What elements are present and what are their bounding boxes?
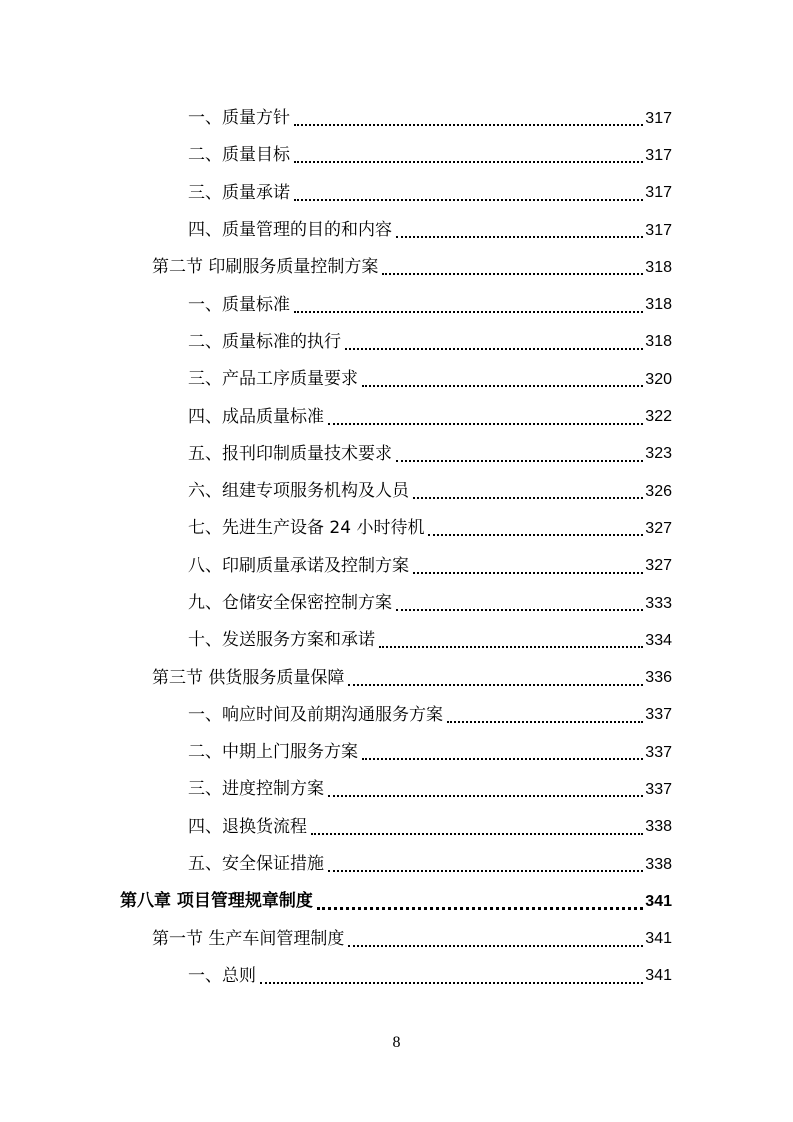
toc-entry[interactable] [0, 548, 672, 585]
toc-entry-title: 三、质量承诺 [188, 182, 290, 203]
toc-leader-dots [362, 757, 643, 760]
toc-entry-page: 341 [645, 967, 672, 985]
toc-entry[interactable] [0, 286, 672, 323]
toc-entry-title: 二、质量目标 [188, 145, 290, 166]
toc-section-entry[interactable] [0, 659, 672, 696]
toc-entry[interactable] [0, 361, 672, 398]
toc-entry-page: 322 [645, 408, 672, 426]
toc-entry-page: 337 [645, 780, 672, 798]
toc-entry-page: 320 [645, 370, 672, 388]
toc-entry-title: 七、先进生产设备 24 小时待机 [188, 518, 425, 539]
toc-entry-page: 317 [645, 184, 672, 202]
toc-entry[interactable] [0, 734, 672, 771]
toc-entry-page: 326 [645, 482, 672, 500]
toc-leader-dots [345, 347, 643, 350]
toc-leader-dots [348, 944, 643, 947]
toc-entry[interactable] [0, 697, 672, 734]
toc-entry-page: 337 [645, 743, 672, 761]
toc-leader-dots [328, 794, 643, 797]
toc-entry[interactable] [0, 809, 672, 846]
toc-entry-title: 四、成品质量标准 [188, 406, 324, 427]
toc-entry-page: 334 [645, 631, 672, 649]
toc-leader-dots [396, 235, 643, 238]
toc-entry-title: 四、退换货流程 [188, 816, 307, 837]
toc-entry-title: 第八章 项目管理规章制度 [120, 891, 313, 912]
toc-entry-title: 六、组建专项服务机构及人员 [188, 481, 409, 502]
toc-entry-title: 四、质量管理的目的和内容 [188, 220, 392, 241]
toc-entry[interactable] [0, 436, 672, 473]
toc-chapter-entry[interactable] [0, 883, 672, 920]
toc-entry-title: 九、仓储安全保密控制方案 [188, 593, 392, 613]
toc-entry[interactable] [0, 398, 672, 435]
toc-leader-dots [428, 533, 643, 536]
toc-entry-title: 一、质量方针 [188, 108, 290, 129]
toc-leader-dots [362, 384, 643, 387]
toc-entry-title: 二、中期上门服务方案 [188, 742, 358, 763]
toc-entry[interactable] [0, 324, 672, 361]
toc-entry-title: 五、安全保证措施 [188, 854, 324, 875]
toc-entry-title: 十、发送服务方案和承诺 [188, 630, 375, 651]
toc-entry-title: 二、质量标准的执行 [188, 331, 341, 352]
toc-leader-dots [348, 683, 643, 686]
toc-entry-page: 323 [645, 445, 672, 463]
toc-leader-dots [294, 160, 643, 163]
toc-entry[interactable] [0, 137, 672, 174]
toc-entry-page: 317 [645, 109, 672, 127]
toc-entry[interactable] [0, 473, 672, 510]
toc-leader-dots [294, 310, 643, 313]
toc-entry-title: 第三节 供货服务质量保障 [152, 667, 345, 688]
toc-entry-title: 一、总则 [188, 965, 256, 986]
toc-entry-page: 318 [645, 258, 672, 276]
toc-leader-dots [396, 459, 643, 462]
toc-entry-title: 一、响应时间及前期沟通服务方案 [188, 704, 443, 725]
toc-entry-title: 一、质量标准 [188, 294, 290, 315]
toc-entry[interactable] [0, 846, 672, 883]
toc-entry[interactable] [0, 510, 672, 547]
toc-entry[interactable] [0, 771, 672, 808]
toc-leader-dots [294, 198, 643, 201]
toc-entry-page: 317 [645, 221, 672, 239]
toc-leader-dots [328, 869, 643, 872]
toc-leader-dots [311, 832, 643, 835]
toc-leader-dots [260, 981, 643, 984]
toc-entry-page: 327 [645, 557, 672, 575]
toc-leader-dots [396, 608, 643, 611]
toc-leader-dots [447, 720, 643, 723]
toc-entry-page: 341 [645, 892, 672, 910]
table-of-contents [0, 100, 793, 995]
toc-section-entry[interactable] [0, 249, 672, 286]
toc-entry-page: 333 [645, 594, 672, 612]
toc-entry-page: 317 [645, 146, 672, 164]
toc-leader-dots [317, 906, 643, 910]
toc-entry[interactable] [0, 212, 672, 249]
toc-entry-title: 八、印刷质量承诺及控制方案 [188, 555, 409, 576]
toc-entry-page: 338 [645, 818, 672, 836]
toc-leader-dots [294, 123, 643, 126]
toc-entry-page: 327 [645, 519, 672, 537]
toc-entry[interactable] [0, 958, 672, 995]
toc-entry-title: 第一节 生产车间管理制度 [152, 928, 345, 949]
toc-entry-title: 五、报刊印制质量技术要求 [188, 443, 392, 464]
toc-entry-page: 337 [645, 706, 672, 724]
toc-entry-title: 三、进度控制方案 [188, 779, 324, 800]
toc-entry-title: 三、产品工序质量要求 [188, 369, 358, 390]
toc-leader-dots [328, 422, 643, 425]
toc-entry[interactable] [0, 175, 672, 212]
toc-entry-page: 318 [645, 333, 672, 351]
toc-entry-page: 336 [645, 669, 672, 687]
toc-leader-dots [379, 645, 643, 648]
toc-entry[interactable] [0, 585, 672, 622]
toc-entry[interactable] [0, 100, 672, 137]
page-number: 8 [392, 1034, 401, 1051]
toc-leader-dots [413, 571, 643, 574]
toc-entry[interactable] [0, 622, 672, 659]
toc-leader-dots [413, 496, 643, 499]
toc-leader-dots [382, 272, 643, 275]
toc-section-entry[interactable] [0, 921, 672, 958]
toc-entry-title: 第二节 印刷服务质量控制方案 [152, 257, 379, 278]
toc-entry-page: 318 [645, 296, 672, 314]
toc-entry-page: 341 [645, 930, 672, 948]
toc-entry-page: 338 [645, 855, 672, 873]
